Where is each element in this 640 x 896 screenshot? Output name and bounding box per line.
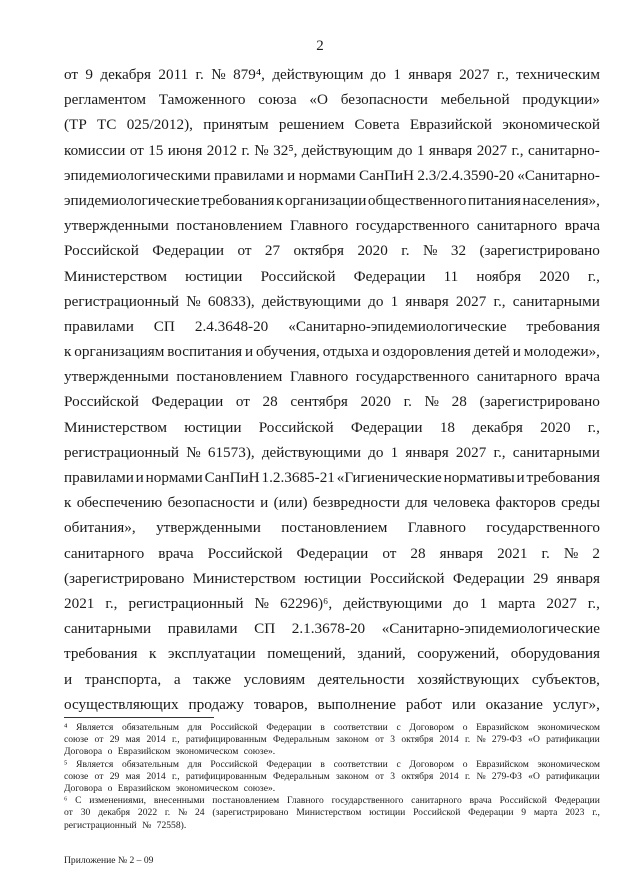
footnote-line: ⁵ Является обязательным для Российской Федерации в соответствии с Договором о Евразийском экономическом	[64, 758, 600, 770]
page-number: 2	[316, 38, 324, 54]
body-text-line: эпидемиологические требования к организации общественного питания населения»,	[64, 191, 600, 209]
footnote-line: от 30 декабря 2022 г. № 24 (зарегистрировано Министерством юстиции Российской Федерации 9 марта 2023 г.,	[64, 807, 600, 819]
body-text-line: правилами и нормами СанПиН 1.2.3685-21 «Гигиенические нормативы и требования	[64, 469, 600, 486]
body-text-line: регламентом Таможенного союза «О безопасности мебельной продукции»	[64, 91, 600, 109]
body-text-line: комиссии от 15 июня 2012 г. № 32⁵, действующим до 1 января 2027 г., санитарно-	[64, 141, 600, 159]
body-text-line: правилами СП 2.4.3648-20 «Санитарно-эпидемиологические требования	[64, 317, 600, 335]
body-text-line: Российской Федерации от 27 октября 2020 г. № 32 (зарегистрировано	[64, 242, 600, 260]
footnotes	[64, 722, 600, 832]
body-text-line: Российской Федерации от 28 сентября 2020 г. № 28 (зарегистрировано	[64, 393, 600, 411]
body-text-line: к обеспечению безопасности и (или) безвредности для человека факторов среды	[64, 494, 600, 512]
body-text-line: утвержденными постановлением Главного государственного санитарного врача	[64, 217, 600, 235]
footnote-line: Договора о Евразийском экономическом союзе».	[64, 746, 276, 758]
body-text-line: регистрационный № 60833), действующими до 1 января 2027 г., санитарными	[64, 292, 600, 310]
body-text-line: требования к эксплуатации помещений, зданий, сооружений, оборудования	[64, 645, 600, 663]
footnote-separator	[64, 717, 214, 718]
body-text-line: санитарными правилами СП 2.1.3678-20 «Санитарно-эпидемиологические	[64, 620, 600, 638]
body-text-line: 2021 г., регистрационный № 62296)⁶, действующими до 1 марта 2027 г.,	[64, 594, 600, 612]
body-text-line: (зарегистрировано Министерством юстиции Российской Федерации 29 января	[64, 569, 600, 587]
body-text-line: осуществляющих продажу товаров, выполнение работ или оказание услуг»,	[64, 695, 600, 713]
body-text-line: от 9 декабря 2011 г. № 879⁴, действующим до 1 января 2027 г., техническим	[64, 66, 600, 83]
body-text-line: санитарного врача Российской Федерации от 28 января 2021 г. № 2	[64, 544, 600, 562]
body-text-line: утвержденными постановлением Главного государственного санитарного врача	[64, 368, 600, 386]
body-text-line: Министерством юстиции Российской Федерации 18 декабря 2020 г.,	[64, 418, 600, 436]
body-text-line: и транспорта, а также условиям деятельности хозяйствующих субъектов,	[64, 670, 600, 688]
page-footer: Приложение № 2 – 09	[64, 855, 154, 866]
body-text-line: Министерством юстиции Российской Федерации 11 ноября 2020 г.,	[64, 267, 600, 285]
body-text-line: к организациям воспитания и обучения, отдыха и оздоровления детей и молодежи»,	[64, 343, 600, 361]
body-text-line: обитания», утвержденными постановлением Главного государственного	[64, 519, 600, 537]
body-text-line: эпидемиологическими правилами и нормами СанПиН 2.3/2.4.3590-20 «Санитарно-	[64, 166, 600, 184]
footnote-line: регистрационный № 72558).	[64, 819, 187, 831]
footnote-line: ⁴ Является обязательным для Российской Федерации в соответствии с Договором о Евразийском экономическом	[64, 722, 600, 733]
footnote-line: союзе от 29 мая 2014 г., ратифицированным Федеральным законом от 3 октября 2014 г. № 279-ФЗ «О ратификации	[64, 770, 600, 782]
footnote-line: Договора о Евразийском экономическом союзе».	[64, 782, 276, 794]
body-text-line: регистрационный № 61573), действующими до 1 января 2027 г., санитарными	[64, 443, 600, 461]
body-text-line: (ТР ТС 025/2012), принятым решением Совета Евразийской экономической	[64, 116, 600, 134]
footnote-line: ⁶ С изменениями, внесенными постановлением Главного государственного санитарного врача Российской Федерации	[64, 795, 600, 807]
footnote-line: союзе от 29 мая 2014 г., ратифицированным Федеральным законом от 3 октября 2014 г. № 279-ФЗ «О ратификации	[64, 734, 600, 746]
main-text	[64, 62, 600, 717]
